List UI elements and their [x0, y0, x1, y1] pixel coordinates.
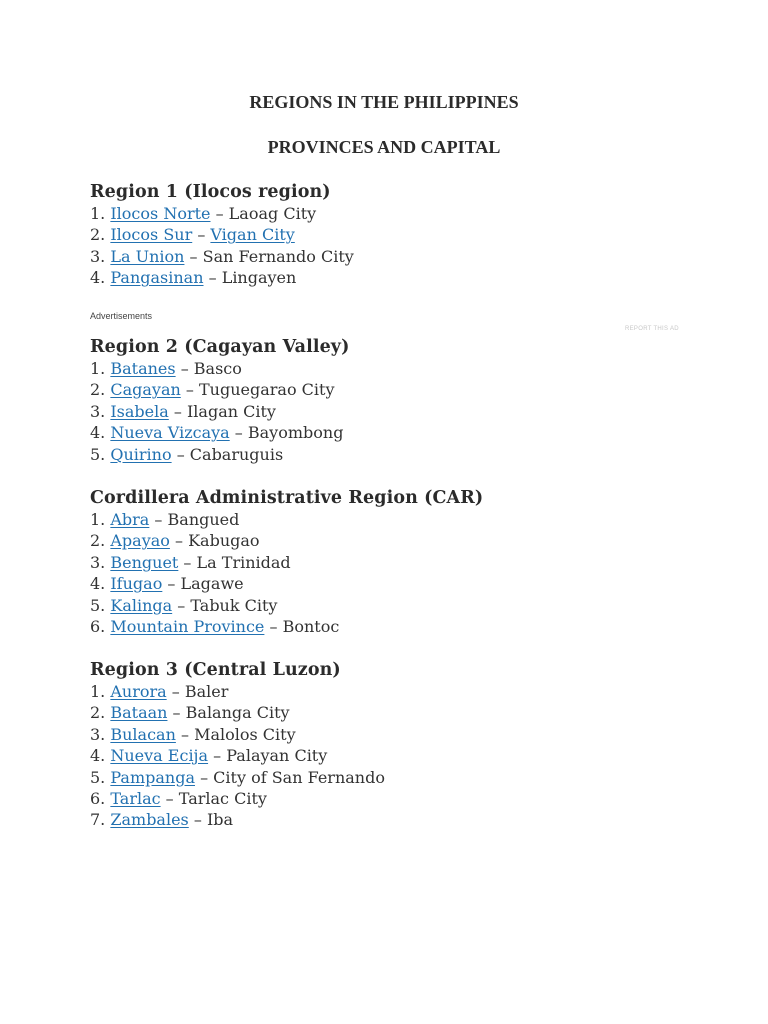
capital-name: Tarlac City [178, 789, 267, 809]
list-item [90, 767, 710, 788]
capital-name: Ilagan City [186, 401, 276, 421]
province-link[interactable]: Cagayan [110, 380, 181, 400]
section-car [90, 487, 710, 637]
province-link[interactable]: Quirino [110, 444, 172, 464]
dash-separator: – [264, 617, 283, 637]
province-link[interactable]: Zambales [110, 810, 189, 830]
section-region-2 [90, 336, 710, 465]
item-number: 3. [90, 401, 106, 421]
province-link[interactable]: Tarlac [110, 789, 161, 809]
item-number: 6. [90, 617, 106, 637]
item-number: 5. [90, 595, 106, 615]
page-subtitle: PROVINCES AND CAPITAL [267, 137, 501, 157]
list-item [90, 246, 710, 267]
capital-name: Cabaruguis [189, 444, 284, 464]
item-number: 1. [90, 510, 106, 529]
item-number: 1. [90, 682, 106, 701]
capital-name: Balanga City [185, 703, 290, 723]
list-item [90, 401, 710, 422]
item-number: 2. [90, 531, 106, 551]
advertisements-label: Advertisements [90, 311, 153, 321]
list-item [90, 203, 710, 224]
item-number: 5. [90, 767, 106, 787]
province-link[interactable]: Ifugao [110, 574, 163, 594]
province-link[interactable]: Batanes [110, 359, 176, 378]
list-item [90, 745, 710, 766]
dash-separator: – [203, 268, 222, 288]
capital-name: Lingayen [221, 268, 297, 288]
capital-name: Lagawe [180, 574, 244, 594]
capital-name: Basco [193, 359, 242, 378]
province-link[interactable]: Nueva Vizcaya [110, 423, 230, 443]
item-number: 1. [90, 359, 106, 378]
item-number: 2. [90, 380, 106, 400]
list-item [90, 552, 710, 573]
item-number: 7. [90, 810, 106, 830]
capital-name: San Fernando City [202, 246, 354, 266]
section-heading: Region 3 (Central Luzon) [90, 660, 341, 680]
capital-name: Palayan City [226, 746, 328, 766]
province-link[interactable]: Ilocos Sur [110, 225, 193, 245]
dash-separator: – [166, 682, 185, 701]
list-item [90, 444, 710, 465]
capital-name: Malolos City [194, 724, 296, 744]
capital-name: Baler [184, 682, 229, 701]
dash-separator: – [192, 225, 211, 245]
item-number: 4. [90, 574, 106, 594]
dash-separator: – [160, 789, 179, 809]
dash-separator: – [162, 574, 181, 594]
list-item [90, 358, 710, 379]
dash-separator: – [175, 359, 194, 378]
province-link[interactable]: Benguet [110, 552, 179, 572]
province-link[interactable]: Bulacan [110, 724, 176, 744]
dash-separator: – [194, 767, 214, 787]
province-list [90, 203, 710, 289]
list-item [90, 724, 710, 745]
capital-name: Bayombong [247, 423, 344, 443]
province-link[interactable]: Isabela [110, 401, 169, 421]
dash-separator: – [175, 724, 195, 744]
province-link[interactable]: Kalinga [110, 595, 173, 615]
list-item [90, 422, 710, 443]
list-item [90, 809, 710, 830]
item-number: 3. [90, 724, 106, 744]
item-number: 2. [90, 225, 106, 245]
item-number: 4. [90, 746, 106, 766]
province-list [90, 681, 710, 831]
capital-name: Bangued [167, 510, 240, 529]
list-item [90, 530, 710, 551]
capital-name: Iba [206, 810, 234, 830]
section-region-3 [90, 659, 710, 831]
province-link[interactable]: Apayao [110, 531, 170, 551]
province-list [90, 358, 710, 465]
dash-separator: – [149, 510, 168, 529]
dash-separator: – [172, 595, 191, 615]
list-item [90, 379, 710, 400]
province-link[interactable]: Pampanga [110, 767, 195, 787]
capital-link[interactable]: Vigan City [210, 225, 295, 245]
province-link[interactable]: Mountain Province [110, 617, 265, 637]
dash-separator: – [184, 246, 203, 266]
list-item [90, 595, 710, 616]
dash-separator: – [168, 401, 187, 421]
province-link[interactable]: Abra [110, 510, 150, 529]
province-link[interactable]: Bataan [110, 703, 168, 723]
capital-name: Laoag City [228, 204, 317, 223]
dash-separator: – [171, 444, 190, 464]
province-link[interactable]: Aurora [110, 682, 167, 701]
section-heading: Region 1 (Ilocos region) [90, 182, 331, 202]
province-link[interactable]: Pangasinan [110, 268, 204, 288]
dash-separator: – [210, 204, 229, 223]
province-link[interactable]: Nueva Ecija [110, 746, 209, 766]
province-link[interactable]: Ilocos Norte [110, 204, 211, 223]
item-number: 3. [90, 246, 106, 266]
dash-separator: – [167, 703, 186, 723]
capital-name: La Trinidad [196, 552, 291, 572]
dash-separator: – [208, 746, 227, 766]
dash-separator: – [229, 423, 248, 443]
item-number: 4. [90, 268, 106, 288]
capital-name: Tuguegarao City [198, 380, 335, 400]
item-number: 2. [90, 703, 106, 723]
list-item [90, 681, 710, 702]
section-region-1 [90, 181, 710, 289]
list-item [90, 224, 710, 245]
capital-name: Tabuk City [190, 595, 278, 615]
capital-name: Bontoc [282, 617, 340, 637]
list-item [90, 509, 710, 530]
list-item [90, 702, 710, 723]
capital-name: Kabugao [188, 531, 260, 551]
list-item [90, 788, 710, 809]
dash-separator: – [188, 810, 207, 830]
list-item [90, 573, 710, 594]
province-link[interactable]: La Union [110, 246, 185, 266]
page-title: REGIONS IN THE PHILIPPINES [249, 92, 519, 112]
section-heading: Region 2 (Cagayan Valley) [90, 337, 350, 357]
capital-name: City of San Fernando [213, 767, 385, 787]
province-list [90, 509, 710, 637]
dash-separator: – [178, 552, 197, 572]
list-item [90, 267, 710, 288]
item-number: 1. [90, 204, 106, 223]
dash-separator: – [169, 531, 189, 551]
list-item [90, 616, 710, 637]
item-number: 4. [90, 423, 106, 443]
section-heading: Cordillera Administrative Region (CAR) [90, 488, 484, 508]
report-ad-link[interactable]: REPORT THIS AD [625, 326, 679, 332]
item-number: 3. [90, 552, 106, 572]
dash-separator: – [180, 380, 199, 400]
item-number: 6. [90, 789, 106, 809]
item-number: 5. [90, 444, 106, 464]
